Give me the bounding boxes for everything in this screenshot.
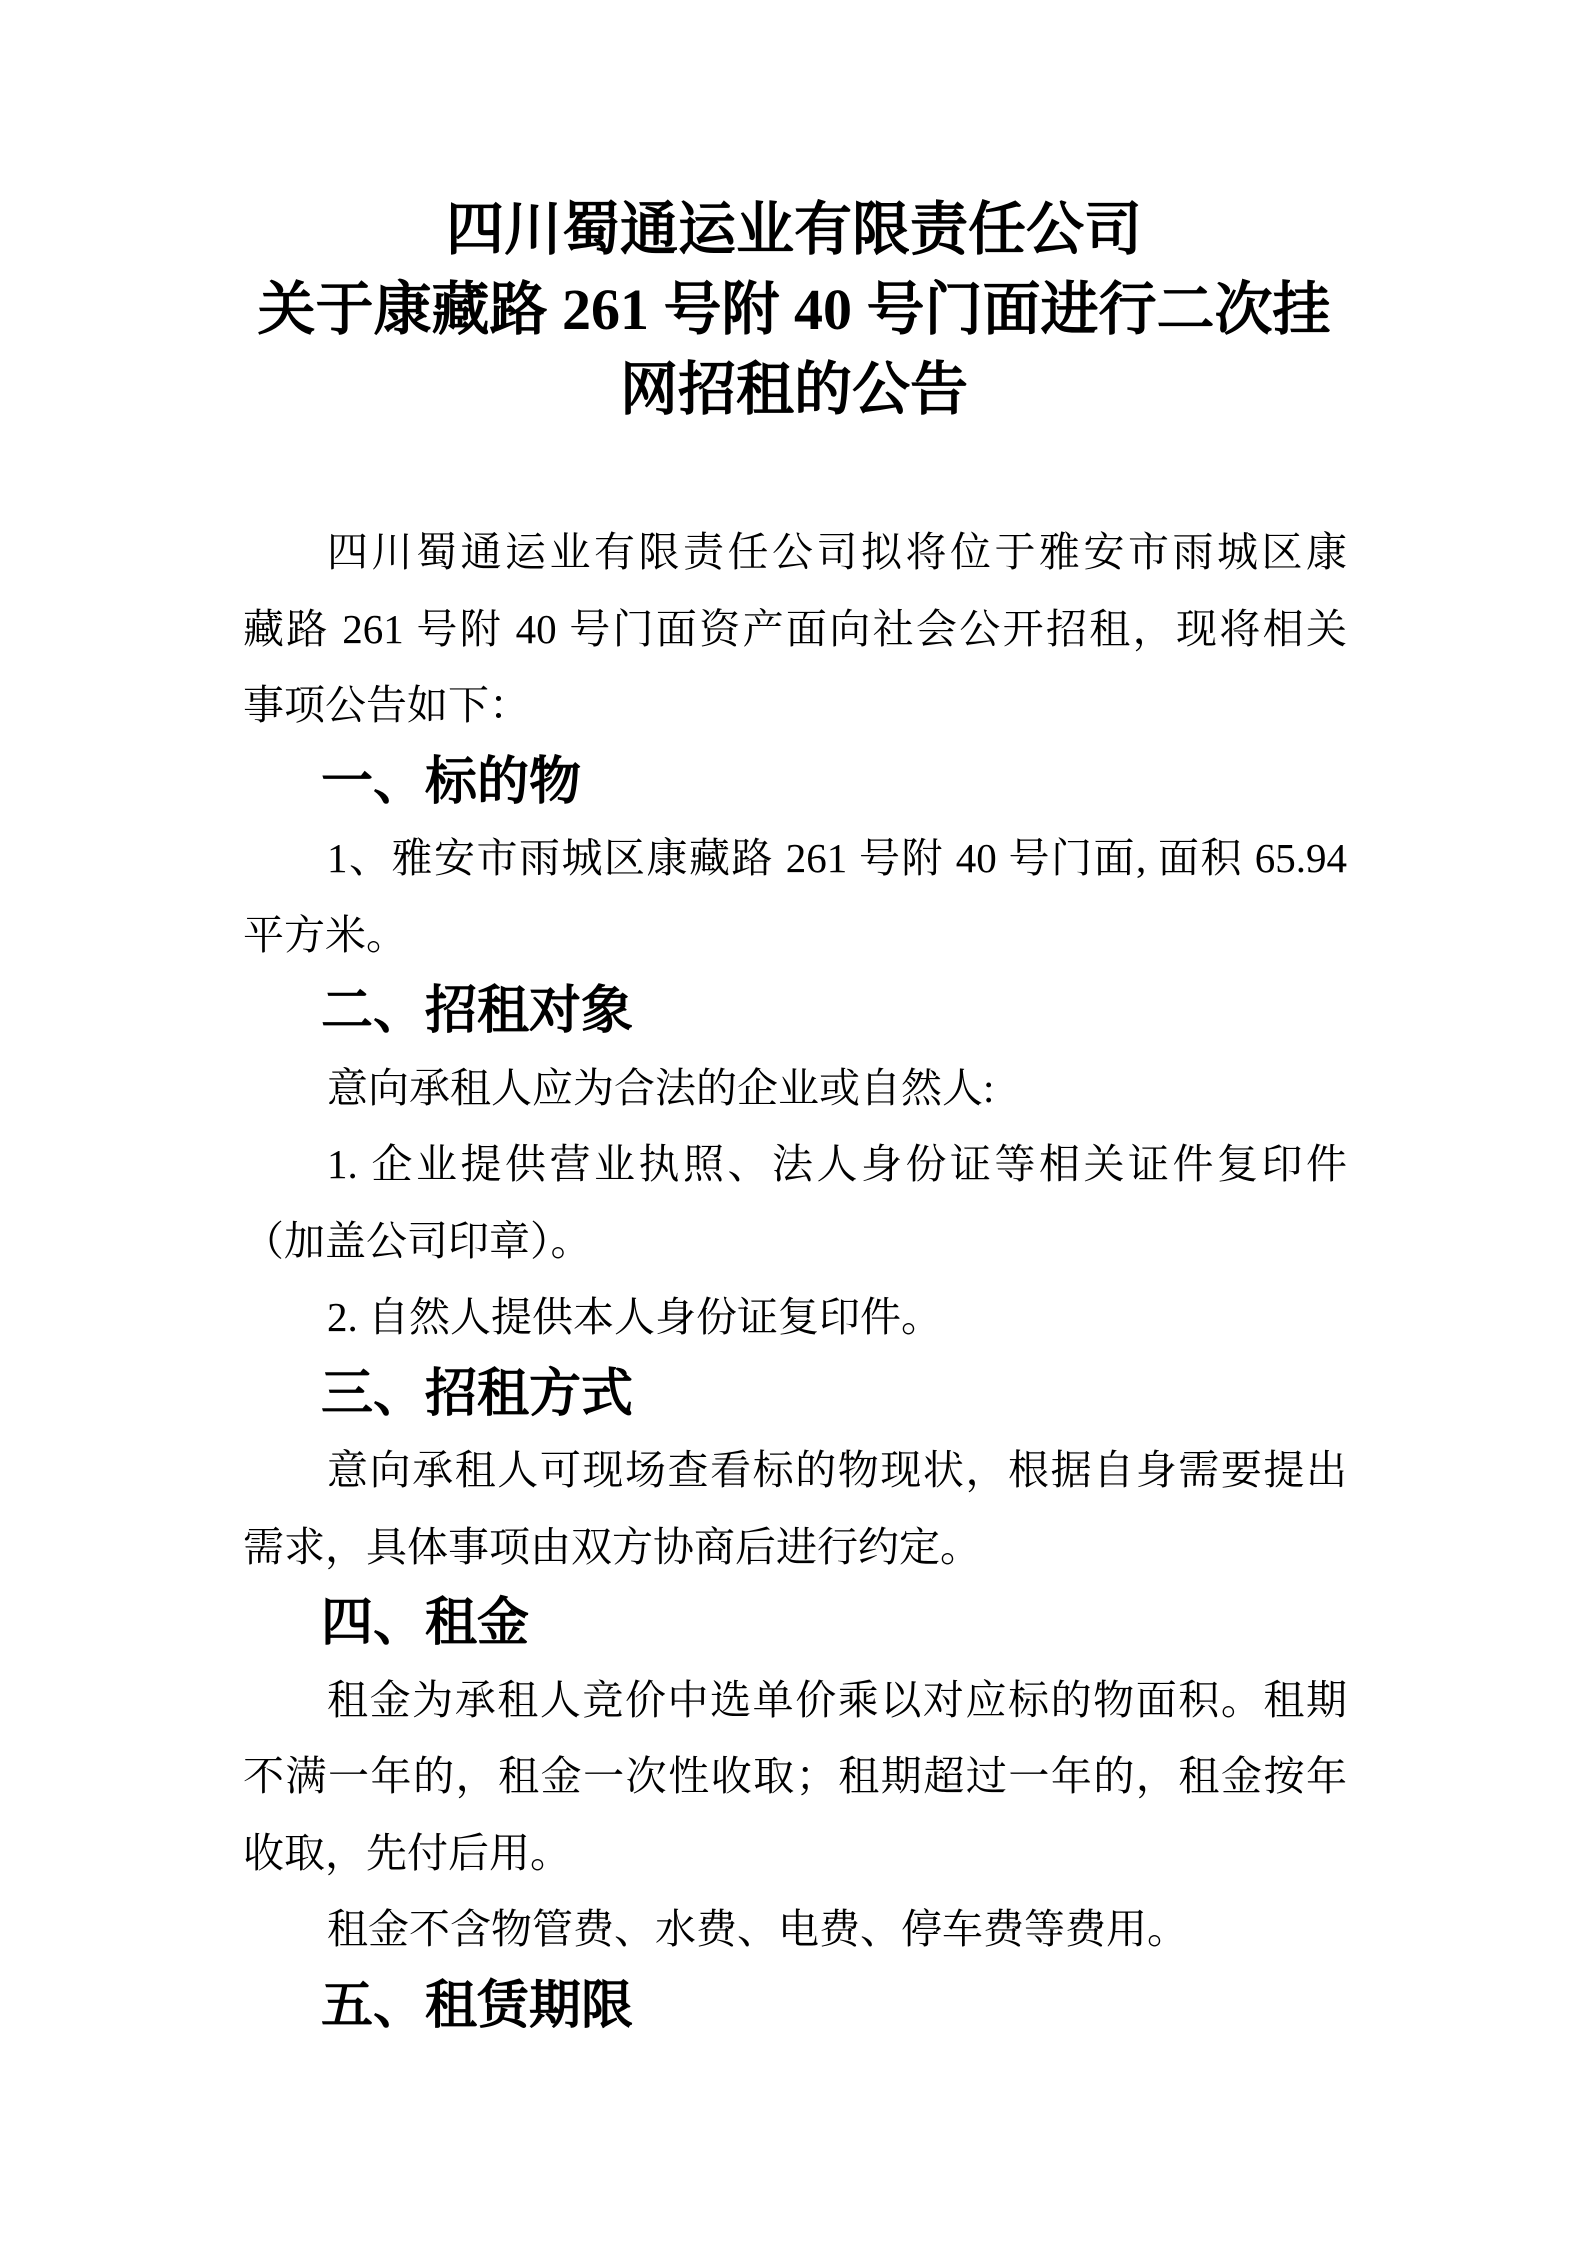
paragraph-line: 需求，具体事项由双方协商后进行约定。	[243, 1523, 981, 1570]
document-title-line: 四川蜀通运业有限责任公司	[445, 197, 1142, 262]
document-title	[242, 190, 1346, 430]
section-heading: 二、招租对象	[321, 982, 634, 1040]
paragraph-line: 租金为承租人竞价中选单价乘以对应标的物面积。租期	[327, 1676, 1347, 1723]
paragraph-line: 事项公告如下：	[243, 682, 530, 728]
paragraph-line: 租金不含物管费、水费、电费、停车费等费用。	[327, 1906, 1188, 1952]
document-title-line: 关于康藏路 261 号附 40 号门面进行二次挂	[257, 277, 1331, 342]
paragraph-line: 不满一年的，租金一次性收取；租期超过一年的，租金按年	[243, 1753, 1347, 1799]
paragraph-line: 2. 自然人提供本人身份证复印件。	[327, 1294, 942, 1340]
section-heading: 五、租赁期限	[321, 1976, 634, 2035]
paragraph-line: 四川蜀通运业有限责任公司拟将位于雅安市雨城区康	[327, 529, 1347, 575]
paragraph-line: 意向承租人可现场查看标的物现状，根据自身需要提出	[327, 1447, 1347, 1493]
paragraph-line: 藏路 261 号附 40 号门面资产面向社会公开招租，现将相关	[243, 605, 1347, 652]
document-body	[243, 514, 1347, 2044]
section-heading: 三、招租方式	[321, 1364, 634, 1423]
section-heading: 四、租金	[321, 1594, 530, 1652]
paragraph-line: 1. 企业提供营业执照、法人身份证等相关证件复印件	[327, 1141, 1347, 1187]
paragraph-line: 平方米。	[243, 911, 407, 958]
paragraph-line: 1、雅安市雨城区康藏路 261 号附 40 号门面, 面积 65.94	[327, 835, 1347, 881]
paragraph-line: 收取，先付后用。	[243, 1829, 571, 1876]
section-heading: 一、标的物	[321, 752, 582, 811]
paragraph-line: 意向承租人应为合法的企业或自然人:	[327, 1064, 995, 1111]
document-title-line: 网招租的公告	[619, 357, 968, 422]
paragraph-line: （加盖公司印章）。	[243, 1217, 592, 1264]
